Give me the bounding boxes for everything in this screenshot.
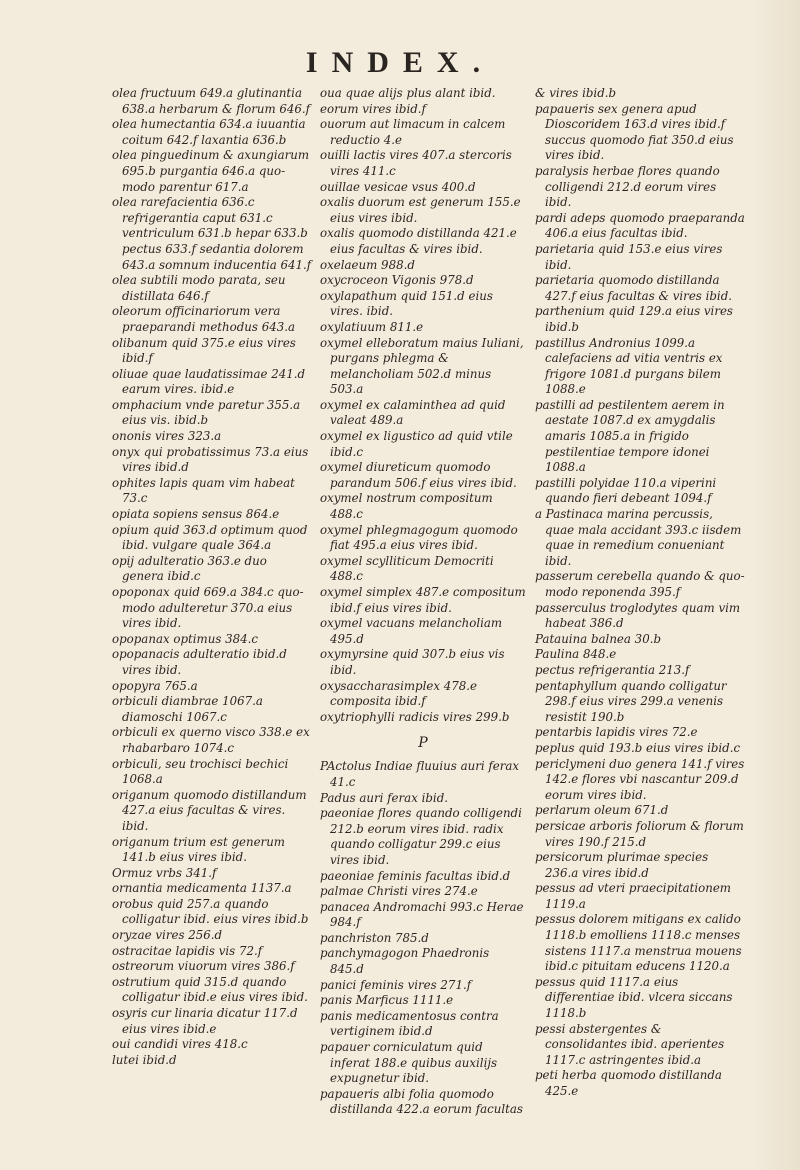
index-entry: oliuae quae laudatissimae 241.d earum vires. ibid.e xyxy=(112,366,306,397)
index-entry: oleorum officinariorum vera praeparandi methodus 643.a xyxy=(112,304,295,334)
index-entry: papaueris albi folia quomodo distillanda 422.a eorum facultas xyxy=(320,1086,523,1117)
index-entry: oxymel simplex 487.e compositum ibid.f eius vires ibid. xyxy=(320,585,526,615)
index-entry: oxymel scylliticum Democriti 488.c xyxy=(320,553,494,584)
index-entry: onyx qui probatissimus 73.a eius vires ibid.d xyxy=(112,444,309,475)
page-edge xyxy=(752,0,800,1170)
index-entry: oxelaeum 988.d xyxy=(320,257,415,272)
index-entry: peti herba quomodo distillanda 425.e xyxy=(535,1068,722,1098)
index-entry: orobus quid 257.a quando colligatur ibid. eius vires ibid.b xyxy=(112,896,309,927)
index-entry: pessus quid 1117.a eius differentiae ibid. vlcera siccans 1118.b xyxy=(535,974,733,1021)
index-entry: olea rarefacientia 636.c refrigerantia caput 631.c ventriculum 631.b hepar 633.b pectus 633.f sedantia dolorem 643.a somnum inducentia 641.f xyxy=(112,195,312,272)
index-entry: perlarum oleum 671.d xyxy=(535,803,669,818)
index-entry: paeoniae feminis facultas ibid.d xyxy=(320,868,511,883)
index-entry: ouorum aut limacum in calcem reductio 4.e xyxy=(320,117,506,147)
index-entry: papaueris sex genera apud Dioscoridem 163.d vires ibid.f succus quomodo fiat 350.d eius vires ibid. xyxy=(535,101,734,163)
index-entry: oxalis quomodo distillanda 421.e eius facultas & vires ibid. xyxy=(320,226,517,256)
index-entry: panchymagogon Phaedronis 845.d xyxy=(320,946,490,977)
index-entry: panis Marficus 1111.e xyxy=(320,993,454,1008)
index-entry: panis medicamentosus contra vertiginem ibid.d xyxy=(320,1008,499,1039)
index-entry: panici feminis vires 271.f xyxy=(320,977,472,992)
index-entry: oxysaccharasimplex 478.e composita ibid.f xyxy=(320,678,477,709)
page-header: INDEX. xyxy=(305,46,495,79)
index-entry: opopyra 765.a xyxy=(112,678,198,693)
index-entry: olibanum quid 375.e eius vires ibid.f xyxy=(112,335,296,366)
index-entry: opopanax optimus 384.c xyxy=(112,631,259,646)
index-entry: oxytriophylli radicis vires 299.b xyxy=(320,709,510,724)
index-entry: papauer corniculatum quid inferat 188.e quibus auxilijs expugnetur ibid. xyxy=(320,1040,498,1086)
index-entry: oui candidi vires 418.c xyxy=(112,1037,248,1052)
index-entry: opopanacis adulteratio ibid.d vires ibid. xyxy=(112,647,287,677)
index-entry: ostreorum viuorum vires 386.f xyxy=(112,959,295,974)
index-entry: pessus ad vteri praecipitationem 1119.a xyxy=(535,881,731,911)
index-entry: oxylapathum quid 151.d eius vires. ibid. xyxy=(320,288,493,319)
index-entry: oxymel phlegmagogum quomodo fiat 495.a eius vires ibid. xyxy=(320,522,518,553)
index-entry: Ormuz vrbs 341.f xyxy=(112,865,217,880)
index-entry: olea fructuum 649.a glutinantia 638.a herbarum & florum 646.f xyxy=(112,86,311,116)
index-entry: Padus auri ferax ibid. xyxy=(320,790,449,805)
index-entry: opiata sopiens sensus 864.e xyxy=(112,507,280,522)
index-entry: ostrutium quid 315.d quando colligatur ibid.e eius vires ibid. xyxy=(112,974,308,1005)
index-entry: pastillus Andronius 1099.a calefaciens ad vitia ventris ex frigore 1081.d purgans bilem 1088.e xyxy=(535,335,723,397)
index-entry: origanum trium est generum 141.b eius vires ibid. xyxy=(112,834,285,865)
index-entry: oxymyrsine quid 307.b eius vis ibid. xyxy=(320,647,505,677)
index-entry: oryzae vires 256.d xyxy=(112,928,223,943)
index-entry: pentaphyllum quando colligatur 298.f eius vires 299.a venenis resistit 190.b xyxy=(535,678,727,724)
section-letter: P xyxy=(418,735,428,752)
index-entry: opium quid 363.d optimum quod ibid. vulgare quale 364.a xyxy=(112,522,308,553)
index-entry: oxymel nostrum compositum 488.c xyxy=(320,491,493,522)
index-column-3 xyxy=(535,86,745,1100)
index-entry: pentarbis lapidis vires 72.e xyxy=(535,725,698,740)
index-entry: ouilli lactis vires 407.a stercoris vires 411.c xyxy=(320,148,512,178)
index-entry: pastilli ad pestilentem aerem in aestate 1087.d ex amygdalis amaris 1085.a in frigido pestilentiae tempore idonei 1088.a xyxy=(535,397,725,475)
index-entry: orbiculi diambrae 1067.a diamoschi 1067.c xyxy=(112,694,263,724)
index-entry: omphacium vnde paretur 355.a eius vis. ibid.b xyxy=(112,397,301,428)
index-entry: parietaria quid 153.e eius vires ibid. xyxy=(535,241,723,272)
index-entry: oxymel diureticum quomodo parandum 506.f eius vires ibid. xyxy=(320,460,517,490)
index-entry: periclymeni duo genera 141.f vires 142.e flores vbi nascantur 209.d eorum vires ibid. xyxy=(535,756,745,802)
index-entry: pardi adeps quomodo praeparanda 406.a eius facultas ibid. xyxy=(535,210,745,241)
index-entry: pastilli polyidae 110.a viperini quando fieri debeant 1094.f xyxy=(535,475,717,506)
index-entry: paeoniae flores quando colligendi 212.b eorum vires ibid. radix quando colligatur 299.c eius vires ibid. xyxy=(320,806,522,867)
index-entry: pessi abstergentes & consolidantes ibid. aperientes 1117.c astringentes ibid.a xyxy=(535,1021,725,1067)
index-entry: opij adulteratio 363.e duo genera ibid.c xyxy=(112,553,267,584)
index-entry: passerculus troglodytes quam vim habeat 386.d xyxy=(535,600,741,631)
index-column-1 xyxy=(112,86,312,1068)
index-entry: persicorum plurimae species 236.a vires ibid.d xyxy=(535,850,709,880)
index-entry: oxymel ex ligustico ad quid vtile ibid.c xyxy=(320,429,513,459)
index-entry: oxylatiuum 811.e xyxy=(320,319,424,334)
index-entry: origanum quomodo distillandum 427.a eius facultas & vires. ibid. xyxy=(112,787,307,833)
index-entry: orbiculi ex querno visco 338.e ex rhabarbaro 1074.c xyxy=(112,725,310,755)
index-entry: parthenium quid 129.a eius vires ibid.b xyxy=(535,304,733,334)
index-entry: olea pinguedinum & axungiarum 695.b purgantia 646.a quo-modo parentur 617.a xyxy=(112,148,310,194)
index-entry: panchriston 785.d xyxy=(320,930,429,945)
index-entry: opoponax quid 669.a 384.c quo-modo adulteretur 370.a eius vires ibid. xyxy=(112,585,304,631)
index-entry: & vires ibid.b xyxy=(535,86,617,100)
index-column-2 xyxy=(320,86,526,1118)
index-entry: pessus dolorem mitigans ex calido 1118.b emolliens 1118.c menses sistens 1117.a menstrua mouens ibid.c pituitam educens 1120.a xyxy=(535,912,742,974)
index-entry: osyris cur linaria dicatur 117.d eius vires ibid.e xyxy=(112,1006,298,1036)
index-entry: ouillae vesicae vsus 400.d xyxy=(320,179,476,194)
index-entry: oxycroceon Vigonis 978.d xyxy=(320,273,474,288)
index-entry: ophites lapis quam vim habeat 73.c xyxy=(112,475,295,506)
index-entry: pectus refrigerantia 213.f xyxy=(535,662,690,677)
index-entry: orbiculi, seu trochisci bechici 1068.a xyxy=(112,756,289,787)
index-entry: oxalis duorum est generum 155.e eius vires ibid. xyxy=(320,195,521,225)
index-entry: peplus quid 193.b eius vires ibid.c xyxy=(535,740,741,755)
index-entry: panacea Andromachi 993.c Herae 984.f xyxy=(320,899,524,930)
index-entry: oua quae alijs plus alant ibid. xyxy=(320,86,496,100)
index-entry: ostracitae lapidis vis 72.f xyxy=(112,943,263,958)
index-entry: oxymel elleboratum maius Iuliani, purgans phlegma & melancholiam 502.d minus 503.a xyxy=(320,335,524,397)
index-entry: lutei ibid.d xyxy=(112,1052,177,1067)
index-entry: ornantia medicamenta 1137.a xyxy=(112,881,292,896)
index-entry: eorum vires ibid.f xyxy=(320,101,426,116)
index-entry: paralysis herbae flores quando colligendi 212.d eorum vires ibid. xyxy=(535,163,720,210)
index-entry: persicae arboris foliorum & florum vires 190.f 215.d xyxy=(535,818,744,849)
index-entry: olea humectantia 634.a iuuantia coitum 642.f laxantia 636.b xyxy=(112,117,306,147)
index-entry: PActolus Indiae fluuius auri ferax 41.c xyxy=(320,759,520,789)
index-entry: Patauina balnea 30.b xyxy=(535,631,661,646)
index-entry: oxymel ex calaminthea ad quid valeat 489.a xyxy=(320,397,506,428)
index-entry: Paulina 848.e xyxy=(535,647,617,662)
index-entry: passerum cerebella quando & quo-modo reponenda 395.f xyxy=(535,569,745,599)
index-entry: olea subtili modo parata, seu distillata 646.f xyxy=(112,273,286,303)
index-entry: a Pastinaca marina percussis, quae mala accidant 393.c iisdem quae in remedium conueniant ibid. xyxy=(535,507,742,568)
index-entry: oxymel vacuans melancholiam 495.d xyxy=(320,616,503,646)
index-entry: parietaria quomodo distillanda 427.f eius facultas & vires ibid. xyxy=(535,273,733,303)
index-entry: ononis vires 323.a xyxy=(112,429,222,444)
index-entry: palmae Christi vires 274.e xyxy=(320,884,478,899)
